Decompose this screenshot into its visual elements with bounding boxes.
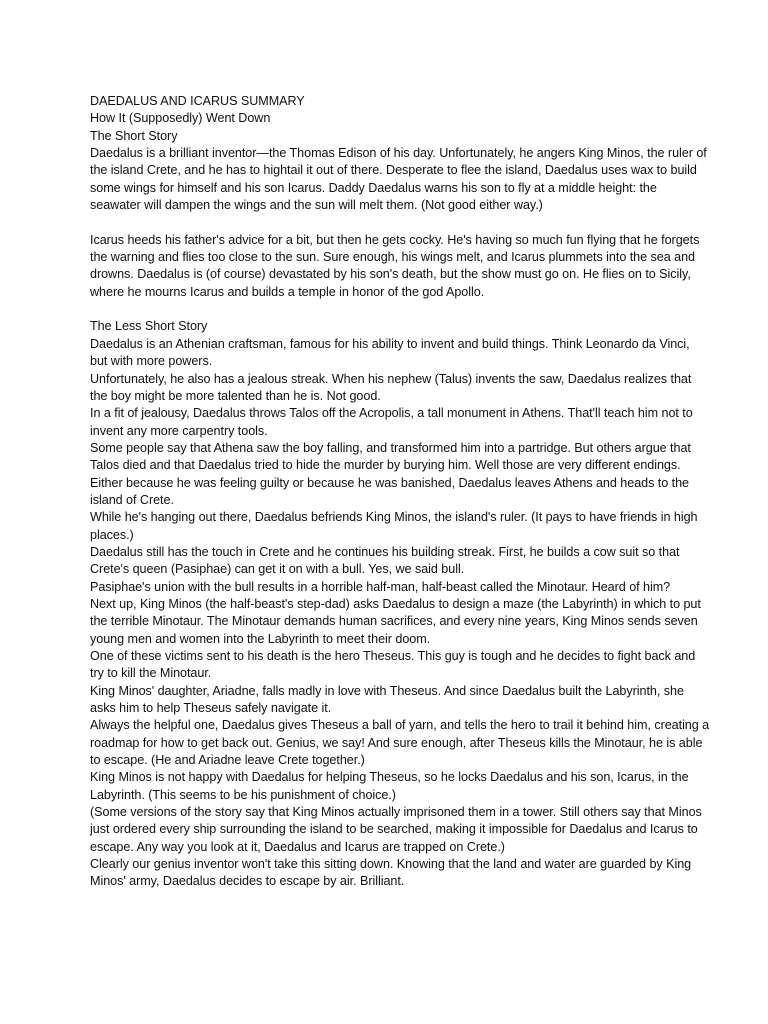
less-short-story-heading: The Less Short Story [90,319,208,334]
short-story-paragraph: Icarus heeds his father's advice for a bit, but then he gets cocky. He's having so much fun flying that he forgets the warning and flies too close to the sun. Sure enough, his wings melt, and Icarus plummets into the sea and drowns. Daedalus is (of course) devastated by his son's death, but the show must go on. He flies on to Sicily, where he mourns Icarus and builds a temple in honor of the god Apollo. [90,232,700,299]
less-short-story-paragraph: King Minos' daughter, Ariadne, falls madly in love with Theseus. And since Daedalus built the Labyrinth, she asks him to help Theseus safely navigate it. [90,683,684,716]
less-short-story-paragraph: Some people say that Athena saw the boy falling, and transformed him into a partridge. But others argue that Talos died and that Daedalus tried to hide the murder by burying him. Well those are very different endings. [90,440,691,473]
short-story-paragraph: Daedalus is a brilliant inventor—the Thomas Edison of his day. Unfortunately, he angers King Minos, the ruler of the island Crete, and he has to hightail it out of there. Desperate to flee the island, Daedalus uses wax to build some wings for himself and his son Icarus. Daddy Daedalus warns his son to fly at a middle height: the seawater will dampen the wings and the sun will melt them. (Not good either way.) [90,146,707,213]
less-short-story-paragraph: Pasiphae's union with the bull results in a horrible half-man, half-beast called the Minotaur. Heard of him? [90,579,671,594]
less-short-story-paragraph: Next up, King Minos (the half-beast's step-dad) asks Daedalus to design a maze (the Labyrinth) in which to put the terrible Minotaur. The Minotaur demands human sacrifices, and every nine years, King Minos sends seven young men and women into the Labyrinth to meet their doom. [90,596,701,646]
subtitle: How It (Supposedly) Went Down [90,111,271,126]
less-short-story-paragraph: (Some versions of the story say that King Minos actually imprisoned them in a tower. Still others say that Minos just ordered every ship surrounding the island to be searched, making it impossible for Daedalus and Icarus to escape. Any way you look at it, Daedalus and Icarus are trapped on Crete.) [90,805,702,854]
less-short-story-paragraph: While he's hanging out there, Daedalus befriends King Minos, the island's ruler. (It pays to have friends in high places.) [90,510,698,542]
document-title: DAEDALUS AND ICARUS SUMMARY [90,94,305,108]
less-short-story-paragraph: Always the helpful one, Daedalus gives Theseus a ball of yarn, and tells the hero to trail it behind him, creating a roadmap for how to get back out. Genius, we say! And sure enough, after Theseus kills the Minotaur, he is able to escape. (He and Ariadne leave Crete together.) [90,718,710,768]
less-short-story-paragraph: One of these victims sent to his death is the hero Theseus. This guy is tough and he decides to fight back and try to kill the Minotaur. [90,649,696,681]
less-short-story-paragraph: Either because he was feeling guilty or because he was banished, Daedalus leaves Athens and heads to the island of Crete. [90,475,690,507]
less-short-story-paragraph: Unfortunately, he also has a jealous streak. When his nephew (Talus) invents the saw, Daedalus realizes that the boy might be more talented than he is. Not good. [90,371,692,403]
less-short-story-paragraph: Daedalus still has the touch in Crete and he continues his building streak. First, he builds a cow suit so that Crete's queen (Pasiphae) can get it on with a bull. Yes, we said bull. [90,544,680,577]
less-short-story-paragraph: Daedalus is an Athenian craftsman, famous for his ability to invent and build things. Think Leonardo da Vinci, but with more powers. [90,336,690,369]
less-short-story-paragraph: King Minos is not happy with Daedalus for helping Theseus, so he locks Daedalus and his son, Icarus, in the Labyrinth. (This seems to be his punishment of choice.) [90,770,689,802]
paragraph-gap [90,301,710,318]
short-story-heading: The Short Story [90,128,178,143]
document-body [90,93,710,891]
less-short-story-paragraph: In a fit of jealousy, Daedalus throws Talos off the Acropolis, a tall monument in Athens. That'll teach him not to invent any more carpentry tools. [90,406,693,438]
less-short-story-paragraph: Clearly our genius inventor won't take this sitting down. Knowing that the land and water are guarded by King Minos' army, Daedalus decides to escape by air. Brilliant. [90,857,692,889]
paragraph-gap [90,214,710,231]
